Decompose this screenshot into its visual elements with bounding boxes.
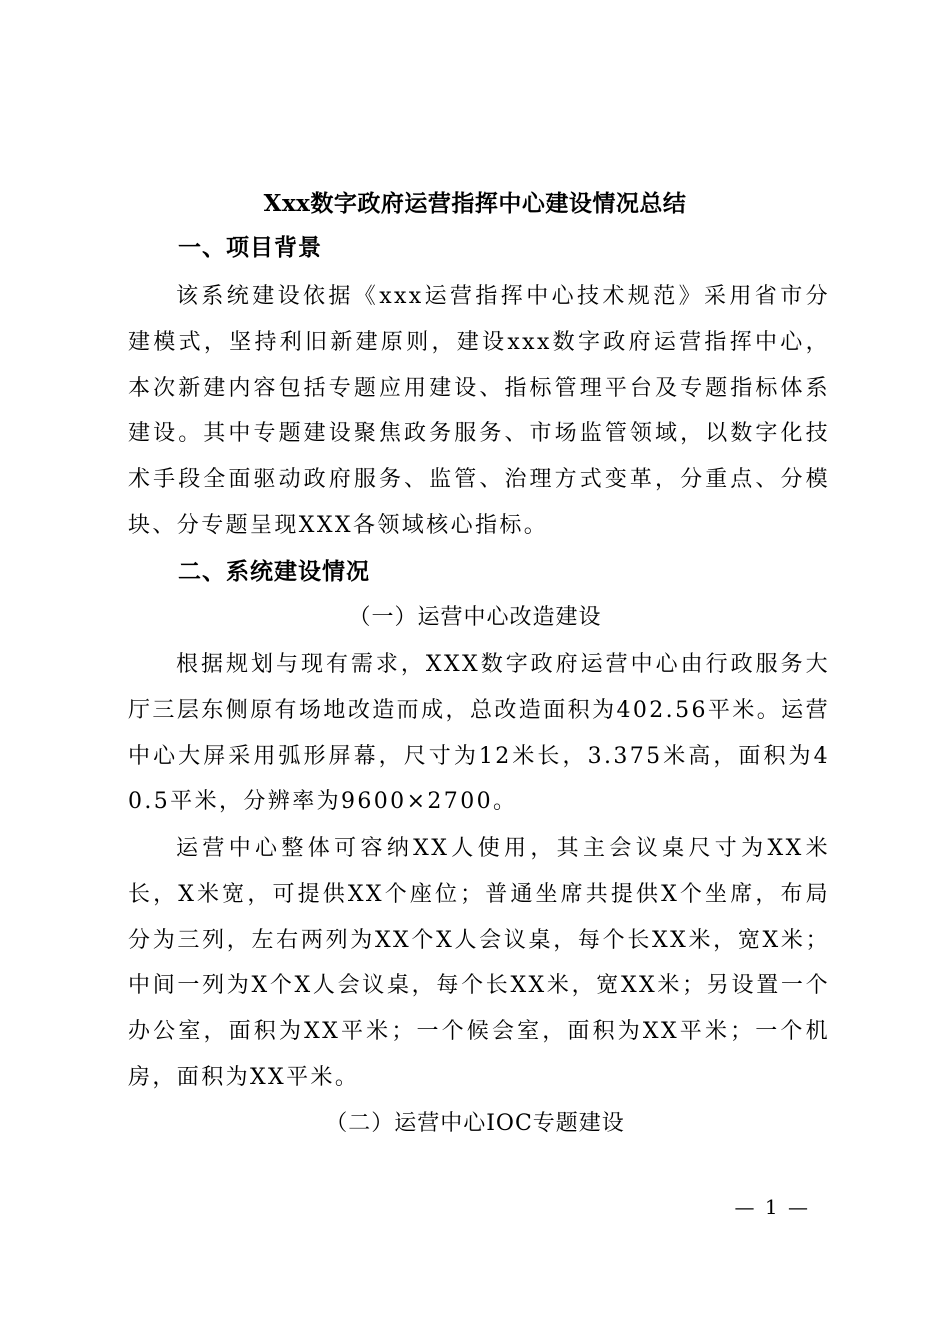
section-heading-project-background: 一、项目背景	[178, 234, 322, 261]
section-heading-system-construction: 二、系统建设情况	[178, 558, 370, 585]
paragraph-project-background: 该系统建设依据《xxx运营指挥中心技术规范》采用省市分建模式，坚持利旧新建原则，建设xxx数字政府运营指挥中心，本次新建内容包括专题应用建设、指标管理平台及专题指标体系建设。其中专题建设聚焦政务服务、市场监管领域，以数字化技术手段全面驱动政府服务、监管、治理方式变革，分重点、分模块、分专题呈现XXX各领域核心指标。	[128, 284, 830, 538]
paragraph-renovation-area: 根据规划与现有需求，XXX数字政府运营中心由行政服务大厅三层东侧原有场地改造而成，总改造面积为402.56平米。运营中心大屏采用弧形屏幕，尺寸为12米长，3.375米高，面积为40.5平米，分辨率为9600×2700。	[128, 652, 830, 815]
paragraph-seating-layout: 运营中心整体可容纳XX人使用，其主会议桌尺寸为XX米长，X米宽，可提供XX个座位；普通坐席共提供X个坐席，布局分为三列，左右两列为XX个X人会议桌，每个长XX米，宽X米；中间一列为X个X人会议桌，每个长XX米，宽XX米；另设置一个办公室，面积为XX平米；一个候会室，面积为XX平米；一个机房，面积为XX平米。	[128, 836, 830, 1090]
subsection-heading-ioc-topics: （二）运营中心IOC专题建设	[325, 1111, 625, 1136]
document-title: Xxx数字政府运营指挥中心建设情况总结	[263, 190, 687, 217]
page-number: — 1 —	[734, 1195, 810, 1219]
subsection-heading-center-renovation: （一）运营中心改造建设	[348, 605, 602, 630]
